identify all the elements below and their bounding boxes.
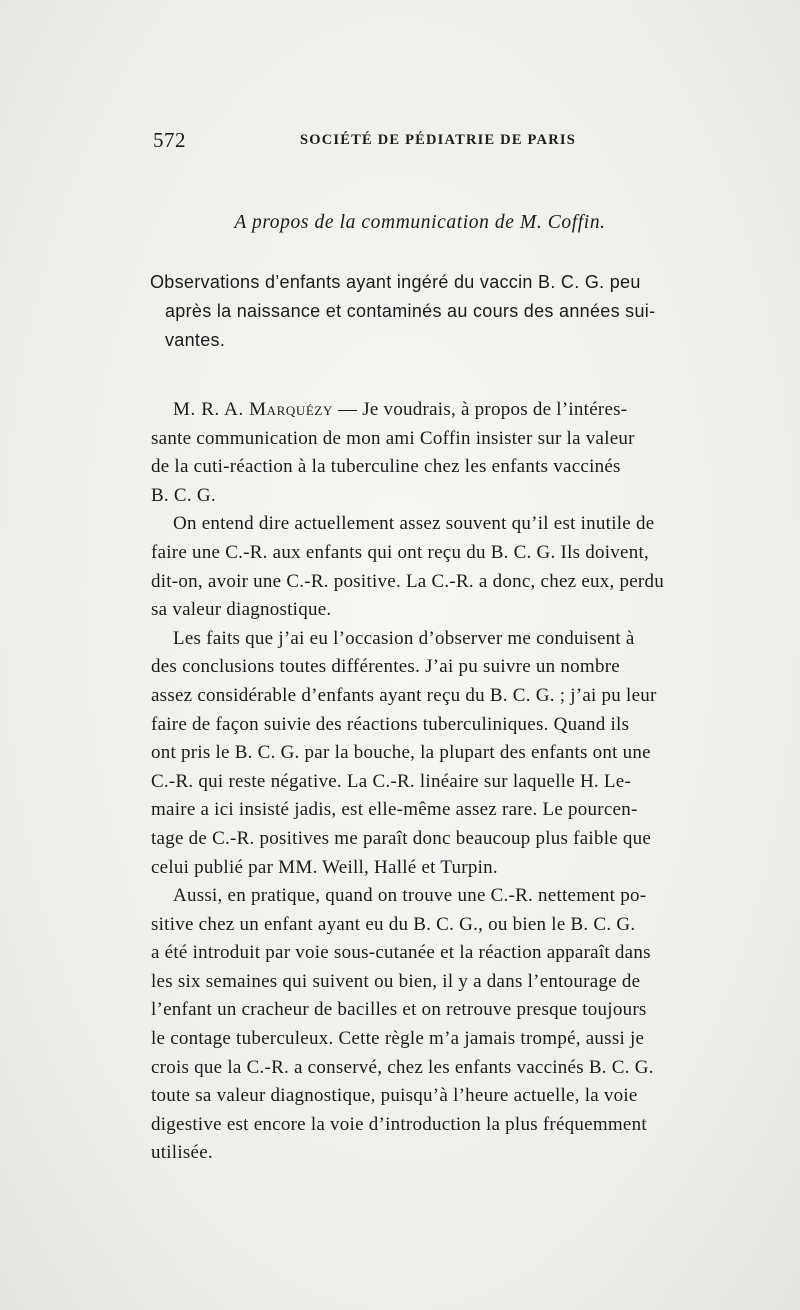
paragraph-line [151, 396, 741, 425]
section-title: A propos de la communication de M. Coffin. [234, 212, 606, 233]
paragraph-line: de la cuti-réaction à la tuberculine chez les enfants vaccinés [151, 456, 621, 478]
page-header [153, 128, 733, 152]
paragraph-line: maire a ici insisté jadis, est elle-même assez rare. Le pourcen- [151, 799, 638, 821]
paragraph-line: Aussi, en pratique, quand on trouve une C.-R. nettement po- [173, 885, 647, 907]
paragraph-line: assez considérable d’enfants ayant reçu du B. C. G. ; j’ai pu leur [151, 684, 657, 706]
page-number: 572 [153, 128, 186, 152]
running-head: SOCIÉTÉ DE PÉDIATRIE DE PARIS [300, 132, 576, 148]
article-title-line: Observations d’enfants ayant ingéré du vaccin B. C. G. peu [150, 272, 641, 292]
paragraph-line: digestive est encore la voie d’introduction la plus fréquemment [151, 1113, 647, 1135]
paragraph-line: des conclusions toutes différentes. J’ai pu suivre un nombre [151, 656, 620, 678]
paragraph-line: crois que la C.-R. a conservé, chez les enfants vaccinés B. C. G. [151, 1056, 654, 1078]
paragraph-line: ont pris le B. C. G. par la bouche, la plupart des enfants ont une [151, 742, 651, 764]
paragraph-line: tage de C.-R. positives me paraît donc beaucoup plus faible que [151, 827, 652, 849]
paragraph-line: faire une C.-R. aux enfants qui ont reçu du B. C. G. Ils doivent, [151, 541, 650, 563]
body-text [151, 396, 741, 1168]
author-name: M. R. A. Marquézy [173, 399, 333, 420]
paragraph-line: a été introduit par voie sous-cutanée et la réaction apparaît dans [151, 942, 651, 964]
paragraph-line: sitive chez un enfant ayant eu du B. C. G., ou bien le B. C. G. [151, 913, 636, 935]
paragraph-line: le contage tuberculeux. Cette règle m’a jamais trompé, aussi je [151, 1028, 645, 1050]
paragraph-line: sante communication de mon ami Coffin insister sur la valeur [151, 427, 635, 449]
article-title-line: vantes. [165, 330, 226, 350]
paragraph-line: sa valeur diagnostique. [151, 599, 332, 621]
paragraph-line: dit-on, avoir une C.-R. positive. La C.-R. a donc, chez eux, perdu [151, 570, 665, 592]
paragraph-line: C.-R. qui reste négative. La C.-R. linéaire sur laquelle H. Le- [151, 770, 632, 792]
paragraph-line: Les faits que j’ai eu l’occasion d’observer me conduisent à [173, 627, 635, 649]
paragraph-line: B. C. G. [151, 484, 216, 506]
paragraph-line: toute sa valeur diagnostique, puisqu’à l’heure actuelle, la voie [151, 1085, 638, 1107]
paragraph-line: l’enfant un cracheur de bacilles et on retrouve presque toujours [151, 999, 647, 1021]
paragraph-line: faire de façon suivie des réactions tuberculiniques. Quand ils [151, 713, 630, 735]
paragraph-line: celui publié par MM. Weill, Hallé et Turpin. [151, 856, 498, 878]
paragraph-line: les six semaines qui suivent ou bien, il y a dans l’entourage de [151, 970, 641, 992]
article-title [150, 268, 740, 355]
article-title-line: après la naissance et contaminés au cours des années sui- [165, 301, 656, 321]
paragraph-line: On entend dire actuellement assez souvent qu’il est inutile de [173, 513, 655, 535]
paragraph-line: utilisée. [151, 1142, 213, 1164]
paragraph-text: — Je voudrais, à propos de l’intéres- [332, 399, 628, 420]
